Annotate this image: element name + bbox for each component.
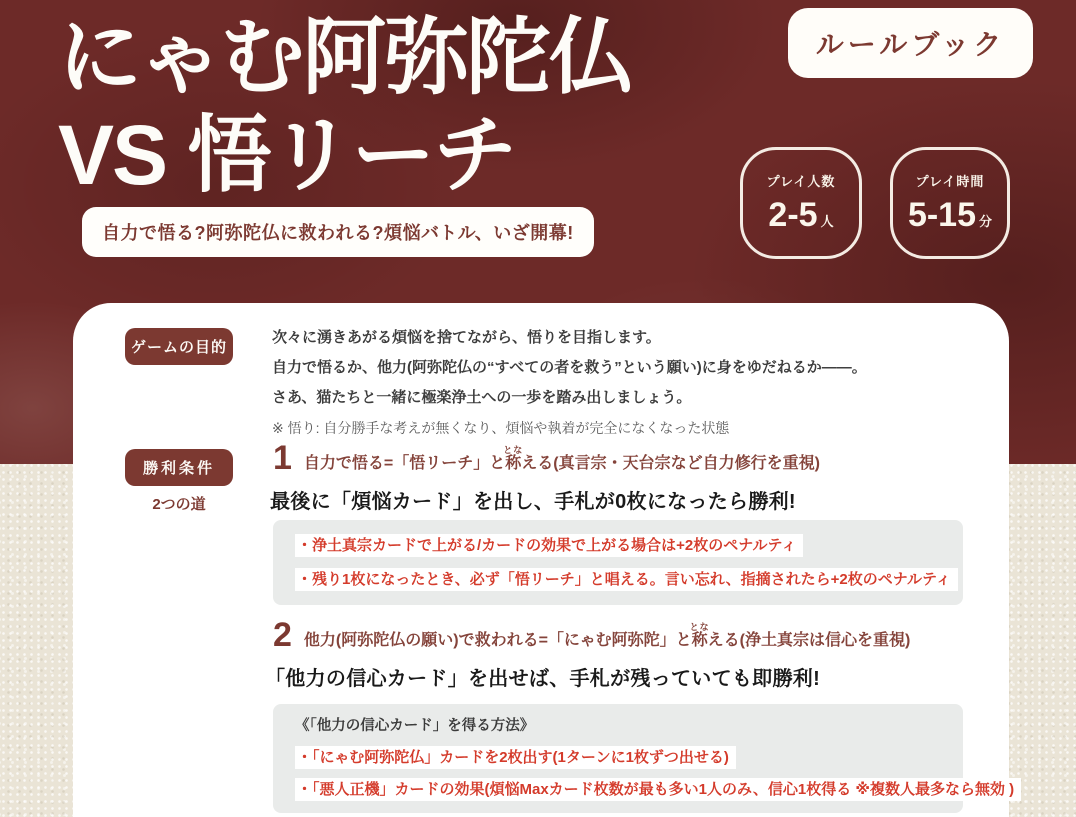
method-box-title: 《「他力の信心カード」を得る方法》: [295, 718, 535, 734]
game-title: [58, 8, 630, 204]
purpose-line: 次々に湧きあがる煩悩を捨てながら、悟りを目指します。: [272, 329, 661, 346]
purpose-text: [272, 323, 992, 441]
play-time-value-row: [908, 196, 992, 235]
path-2-number: 2: [273, 616, 292, 654]
tagline-box: [82, 207, 594, 257]
player-count-value-row: [768, 196, 833, 235]
game-title-line1: にゃむ阿弥陀仏: [58, 10, 631, 104]
penalty-bullet-text: ・浄土真宗カードで上がる/カードの効果で上がる場合は+2枚のペナルティ: [295, 534, 803, 557]
purpose-line: さあ、猫たちと一緒に極楽浄土への一歩を踏み出しましょう。: [272, 389, 692, 406]
victory-path-1: [273, 441, 820, 475]
path-2-headline: 「他力の信心カード」を出せば、手札が残っていても即勝利!: [265, 668, 821, 690]
tagline-text: 自力で悟る?阿弥陀仏に救われる?煩悩バトル、いざ開幕!: [102, 223, 574, 243]
purpose-note: ※ 悟り: 自分勝手な考えが無くなり、煩悩や執着が完全になくなった状態: [272, 420, 730, 436]
purpose-label: ゲームの目的: [130, 339, 227, 356]
play-time-badge: [890, 147, 1010, 259]
path-2-method-box: [273, 704, 1015, 813]
path-1-penalty-box: [273, 520, 963, 605]
player-count-value: 2-5: [768, 196, 818, 234]
path-2-desc-post: える(浄土真宗は信心を重視): [707, 631, 911, 649]
path-1-desc-post: える(真言宗・天台宗など自力修行を重視): [521, 454, 820, 472]
path-2-desc-pre: 他力(阿弥陀仏の願い)で救われる=「にゃむ阿弥陀」と: [303, 631, 692, 649]
rulebook-badge-label: ルールブック: [815, 29, 1006, 60]
path-2-ruby-text: とな: [689, 621, 710, 632]
path-2-ruby-base: 称: [689, 631, 710, 649]
victory-label: 勝利条件: [142, 460, 215, 477]
play-time-unit: 分: [979, 214, 993, 229]
penalty-bullet: [295, 535, 941, 556]
method-bullet-text: ・「悪人正機」カードの効果(煩悩Maxカード枚数が最も多い1人のみ、信心1枚得る ※複数人最多なら無効 ): [295, 778, 1021, 801]
player-count-badge: [740, 147, 862, 259]
game-title-line2: VS 悟リーチ: [58, 108, 516, 202]
path-1-headline: 最後に「煩悩カード」を出し、手札が0枚になったら勝利!: [270, 491, 796, 513]
victory-path-2: [273, 618, 910, 652]
method-bullet: [295, 779, 1015, 800]
victory-sublabel: 2つの道: [152, 496, 206, 513]
purpose-line: 自力で悟るか、他力(阿弥陀仏の“すべての者を救う”という願い)に身をゆだねるか――。: [272, 359, 867, 376]
content-card: [73, 303, 1015, 817]
player-count-unit: 人: [820, 214, 834, 229]
path-1-ruby-base: 称: [503, 454, 524, 472]
victory-label-box: [125, 449, 233, 486]
purpose-label-box: [125, 328, 233, 365]
play-time-label: プレイ時間: [915, 174, 985, 189]
player-count-label: プレイ人数: [766, 174, 836, 189]
play-time-value: 5-15: [907, 196, 977, 234]
path-2-ruby: [689, 621, 710, 649]
penalty-bullet: [295, 569, 951, 590]
penalty-bullet-text: ・残り1枚になったとき、必ず「悟リーチ」と唱える。言い忘れ、指摘されたら+2枚のペナルティ: [295, 568, 958, 591]
path-1-ruby-text: とな: [503, 444, 524, 455]
method-bullet-text: ・「にゃむ阿弥陀仏」カードを2枚出す(1ターンに1枚ずつ出せる): [295, 746, 736, 769]
path-1-desc-pre: 自力で悟る=「悟リーチ」と: [303, 454, 506, 472]
method-bullet: [295, 747, 941, 768]
path-1-ruby: [503, 444, 524, 472]
path-1-number: 1: [273, 439, 292, 477]
path-2-description: [304, 622, 910, 652]
path-1-description: [304, 445, 820, 475]
rulebook-badge: [788, 8, 1033, 78]
